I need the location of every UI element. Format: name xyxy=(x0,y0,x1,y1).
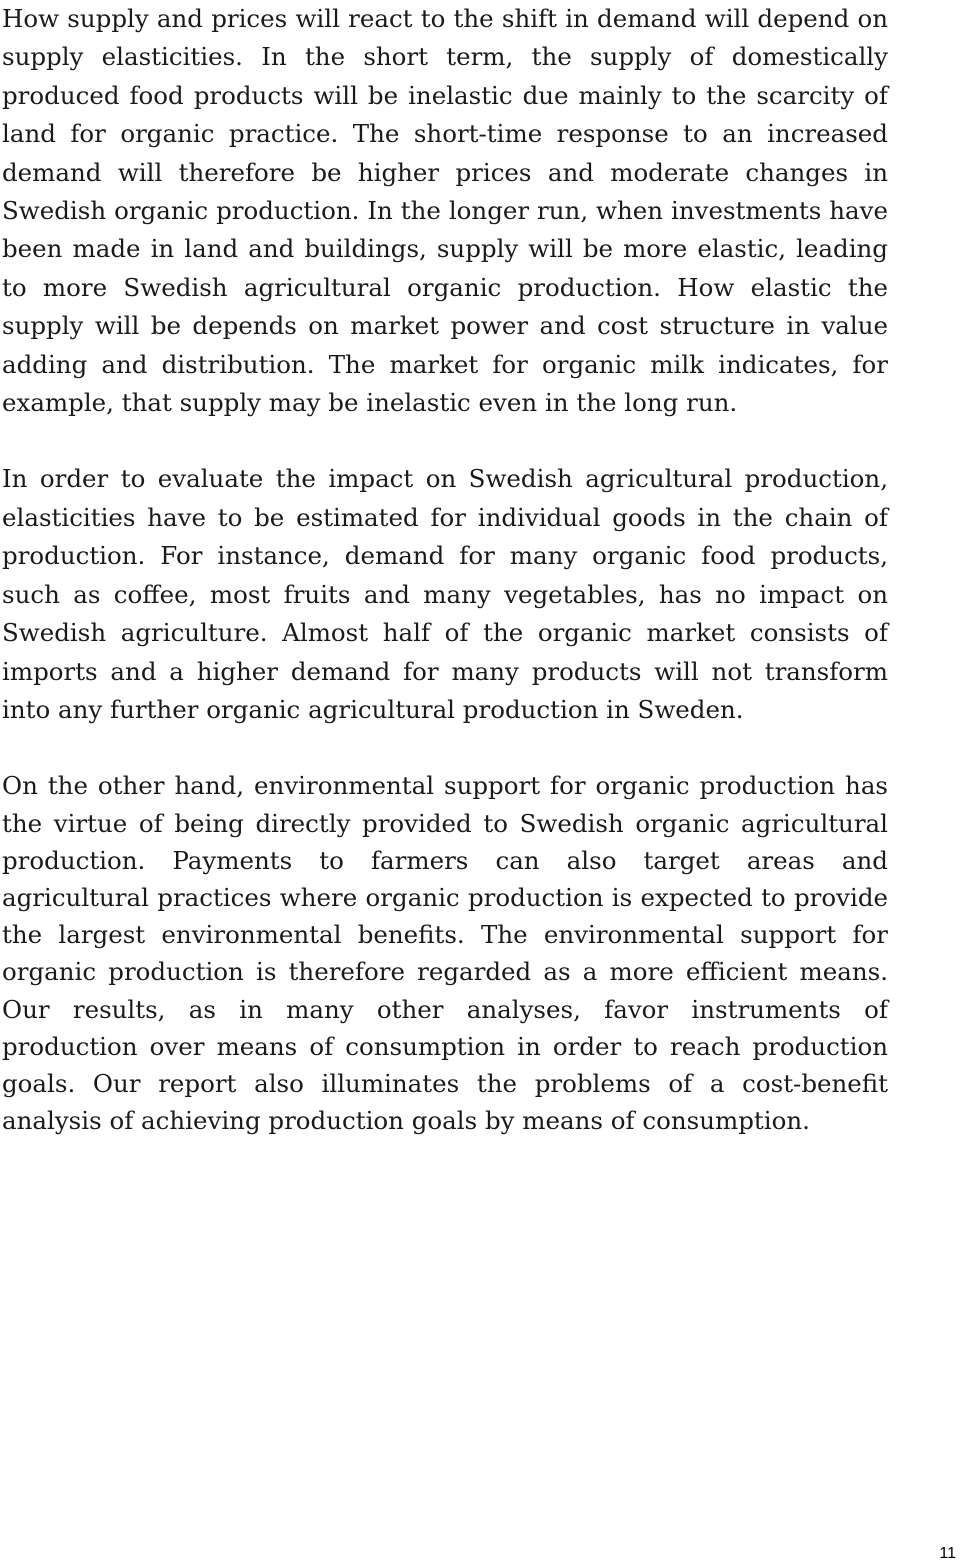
paragraph-environmental-support: On the other hand, environmental support for organic production has the virtue of being directly provided to Swedish organic agricultural production. Payments to farmers can also target areas and agricultural practices where organic production is expected to provide the largest environmental benefits. The environmental support for organic production is therefore regarded as a more efficient means. Our results, as in many other analyses, favor instruments of production over means of consumption in order to reach production goals. Our report also illuminates the problems of a cost-benefit analysis of achieving production goals by means of consumption. xyxy=(2,771,888,1136)
body-text xyxy=(2,0,888,1177)
paragraph-supply-elasticities: How supply and prices will react to the shift in demand will depend on supply elasticities. In the short term, the supply of domestically produced food products will be inelastic due mainly to the scarcity of land for organic practice. The short-time response to an increased demand will therefore be higher prices and moderate changes in Swedish organic production. In the longer run, when investments have been made in land and buildings, supply will be more elastic, leading to more Swedish agricultural organic production. How elastic the supply will be depends on market power and cost structure in value adding and distribution. The market for organic milk indicates, for example, that supply may be inelastic even in the long run. xyxy=(2,4,888,418)
paragraph-evaluate-impact: In order to evaluate the impact on Swedish agricultural production, elasticities have to be estimated for individual goods in the chain of production. For instance, demand for many organic food products, such as coffee, most fruits and many vegetables, has no impact on Swedish agriculture. Almost half of the organic market consists of imports and a higher demand for many products will not transform into any further organic agricultural production in Sweden. xyxy=(2,464,888,724)
page-number: 11 xyxy=(939,1545,956,1562)
